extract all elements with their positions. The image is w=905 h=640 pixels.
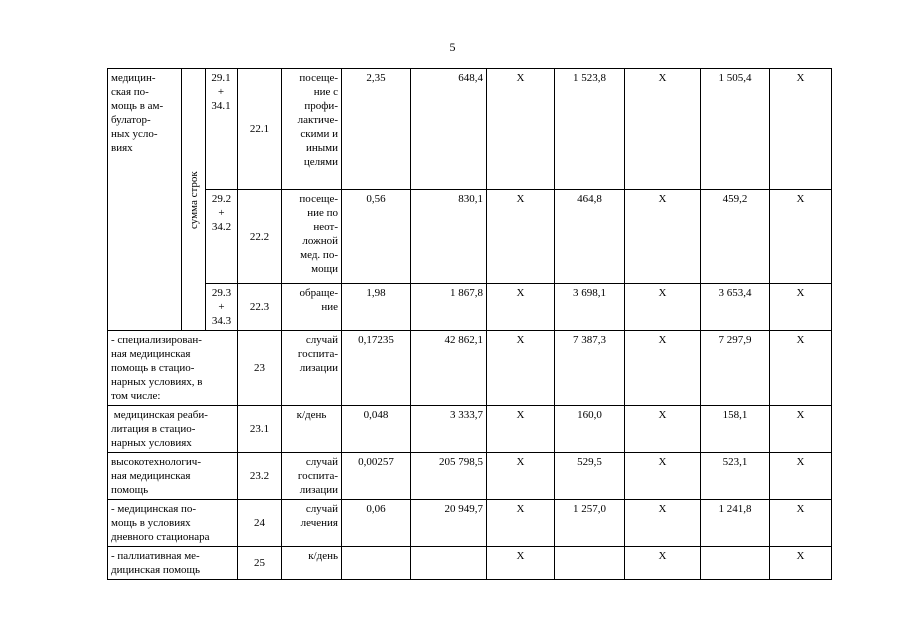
value-4: 464,8 [577,193,602,205]
value-4: 3 698,1 [573,287,606,299]
value-cell-3 [487,453,555,500]
line-cell [238,500,282,547]
value-1: 0,56 [366,193,386,205]
line-cell [238,331,282,406]
row-name: - паллиативная ме- дицинская помощь [111,550,201,576]
table-row [108,331,832,406]
value-cell-1 [342,69,411,190]
table-row [108,547,832,580]
value-cell-4 [555,453,625,500]
value-cell-4 [555,69,625,190]
value-cell-3 [487,69,555,190]
value-cell-5 [625,331,701,406]
row-unit: случай госпита- лизации [297,456,338,496]
page-number: 5 [449,40,456,54]
value-cell-3 [487,331,555,406]
value-cell-7 [770,406,832,453]
value-6: 523,1 [722,456,748,468]
value-cell-7 [770,69,832,190]
table-row [108,500,832,547]
value-2: 205 798,5 [439,456,483,468]
code-cell [206,69,238,190]
value-cell-2 [411,453,487,500]
value-7: Х [796,503,805,515]
value-cell-4 [555,500,625,547]
row-name-cell [108,500,238,547]
row-unit: посеще- ние по неот- ложной мед. по- мощи [299,193,338,275]
value-cell-1 [342,547,411,580]
value-cell-7 [770,453,832,500]
value-cell-4 [555,547,625,580]
row-line: 25 [254,557,265,569]
row-name-cell [108,331,238,406]
value-7: Х [796,193,805,205]
unit-cell [282,500,342,547]
value-7: Х [796,287,805,299]
value-6: 7 297,9 [718,334,752,346]
row-unit: случай лечения [300,503,338,529]
tariff-table [107,68,832,580]
value-3: Х [516,503,525,515]
row-unit: случай госпита- лизации [297,334,338,374]
unit-cell [282,284,342,331]
value-cell-2 [411,284,487,331]
value-cell-7 [770,190,832,284]
value-4: 529,5 [577,456,602,468]
row-name: - медицинская по- мощь в условиях дневного стационара [111,503,210,543]
code-cell [206,190,238,284]
value-cell-2 [411,190,487,284]
line-cell [238,190,282,284]
value-5: Х [658,550,667,562]
row-line: 24 [254,517,265,529]
value-7: Х [796,550,805,562]
row-name: - специализирован- ная медицинская помощь в стацио- нарных условиях, в том числе: [111,334,203,402]
value-cell-5 [625,547,701,580]
value-5: Х [658,287,667,299]
value-cell-3 [487,547,555,580]
value-4: 1 257,0 [573,503,606,515]
value-cell-2 [411,406,487,453]
value-2: 42 862,1 [444,334,483,346]
value-cell-4 [555,406,625,453]
value-6: 459,2 [722,193,748,205]
line-cell [238,406,282,453]
value-cell-1 [342,406,411,453]
value-cell-6 [701,331,770,406]
table-row [108,453,832,500]
table-row [108,69,832,190]
value-cell-2 [411,331,487,406]
unit-cell [282,406,342,453]
value-1: 0,00257 [358,456,394,468]
value-cell-1 [342,331,411,406]
value-2: 1 867,8 [450,287,483,299]
value-3: Х [516,550,525,562]
table-row [108,284,832,331]
value-cell-6 [701,453,770,500]
value-6: 1 505,4 [718,72,752,84]
value-2: 830,1 [458,193,483,205]
row-code: 29.2 + 34.2 [211,193,232,233]
value-3: Х [516,334,525,346]
unit-cell [282,547,342,580]
value-3: Х [516,456,525,468]
row-line: 22.2 [249,230,270,243]
value-cell-5 [625,284,701,331]
row-unit: к/день [308,550,338,562]
value-2: 648,4 [458,72,483,84]
value-3: Х [516,409,525,421]
value-5: Х [658,503,667,515]
value-3: Х [516,287,525,299]
value-7: Х [796,456,805,468]
value-5: Х [658,409,667,421]
value-7: Х [796,334,805,346]
value-cell-5 [625,190,701,284]
value-cell-6 [701,547,770,580]
value-7: Х [796,72,805,84]
value-cell-2 [411,69,487,190]
value-cell-4 [555,331,625,406]
value-3: Х [516,193,525,205]
value-cell-1 [342,284,411,331]
value-cell-6 [701,284,770,331]
value-1: 0,06 [366,503,386,515]
row-line: 22.1 [249,123,270,135]
value-cell-7 [770,331,832,406]
value-5: Х [658,334,667,346]
value-cell-3 [487,500,555,547]
line-cell [238,284,282,331]
value-cell-7 [770,284,832,331]
value-3: Х [516,72,525,84]
table-row [108,406,832,453]
value-cell-1 [342,500,411,547]
row-unit: посеще- ние с профи- лактиче- скими и иными целями [297,72,338,168]
value-cell-6 [701,69,770,190]
sum-label-cell [182,69,206,331]
value-cell-5 [625,406,701,453]
row-code: 29.1 + 34.1 [211,72,231,112]
value-cell-1 [342,190,411,284]
value-4: 7 387,3 [573,334,606,346]
value-5: Х [658,72,667,84]
value-1: 1,98 [366,287,386,299]
value-4: 1 523,8 [573,72,606,84]
line-cell [238,69,282,190]
value-cell-2 [411,547,487,580]
row-name: высокотехнологич- ная медицинская помощь [111,456,201,496]
row-name: медицинская реаби- литация в стацио- нарных условиях [111,409,208,449]
row-unit: обраще- ние [299,287,338,313]
row-name-cell [108,406,238,453]
value-6: 158,1 [722,409,748,421]
value-cell-5 [625,69,701,190]
value-cell-3 [487,190,555,284]
value-cell-7 [770,500,832,547]
unit-cell [282,190,342,284]
row-unit: к/день [296,409,327,421]
value-5: Х [658,456,667,468]
row-name-cell [108,69,182,331]
value-cell-5 [625,453,701,500]
code-cell [206,284,238,331]
value-1: 2,35 [366,72,386,84]
value-6: 1 241,8 [718,503,752,515]
value-cell-3 [487,406,555,453]
value-2: 20 949,7 [444,503,483,515]
value-7: Х [796,409,805,421]
value-2: 3 333,7 [450,409,483,421]
row-name: медицин- ская по- мощь в ам- булатор- ных усло- виях [111,72,164,154]
value-cell-6 [701,406,770,453]
value-5: Х [658,193,667,205]
value-cell-7 [770,547,832,580]
row-code: 29.3 + 34.3 [211,287,232,327]
value-cell-1 [342,453,411,500]
value-cell-3 [487,284,555,331]
unit-cell [282,453,342,500]
row-line: 23 [254,362,265,374]
value-cell-5 [625,500,701,547]
table-row [108,190,832,284]
value-1: 0,17235 [358,334,394,346]
value-cell-6 [701,190,770,284]
row-name-cell [108,547,238,580]
row-line: 22.3 [249,301,270,313]
row-line: 23.2 [249,470,270,482]
value-cell-6 [701,500,770,547]
value-cell-4 [555,284,625,331]
line-cell [238,453,282,500]
row-name-cell [108,453,238,500]
line-cell [238,547,282,580]
unit-cell [282,331,342,406]
value-cell-2 [411,500,487,547]
sum-label: сумма строк [187,170,200,229]
unit-cell [282,69,342,190]
value-4: 160,0 [577,409,602,421]
row-line: 23.1 [249,423,270,435]
value-6: 3 653,4 [718,287,752,299]
value-cell-4 [555,190,625,284]
value-1: 0,048 [363,409,389,421]
